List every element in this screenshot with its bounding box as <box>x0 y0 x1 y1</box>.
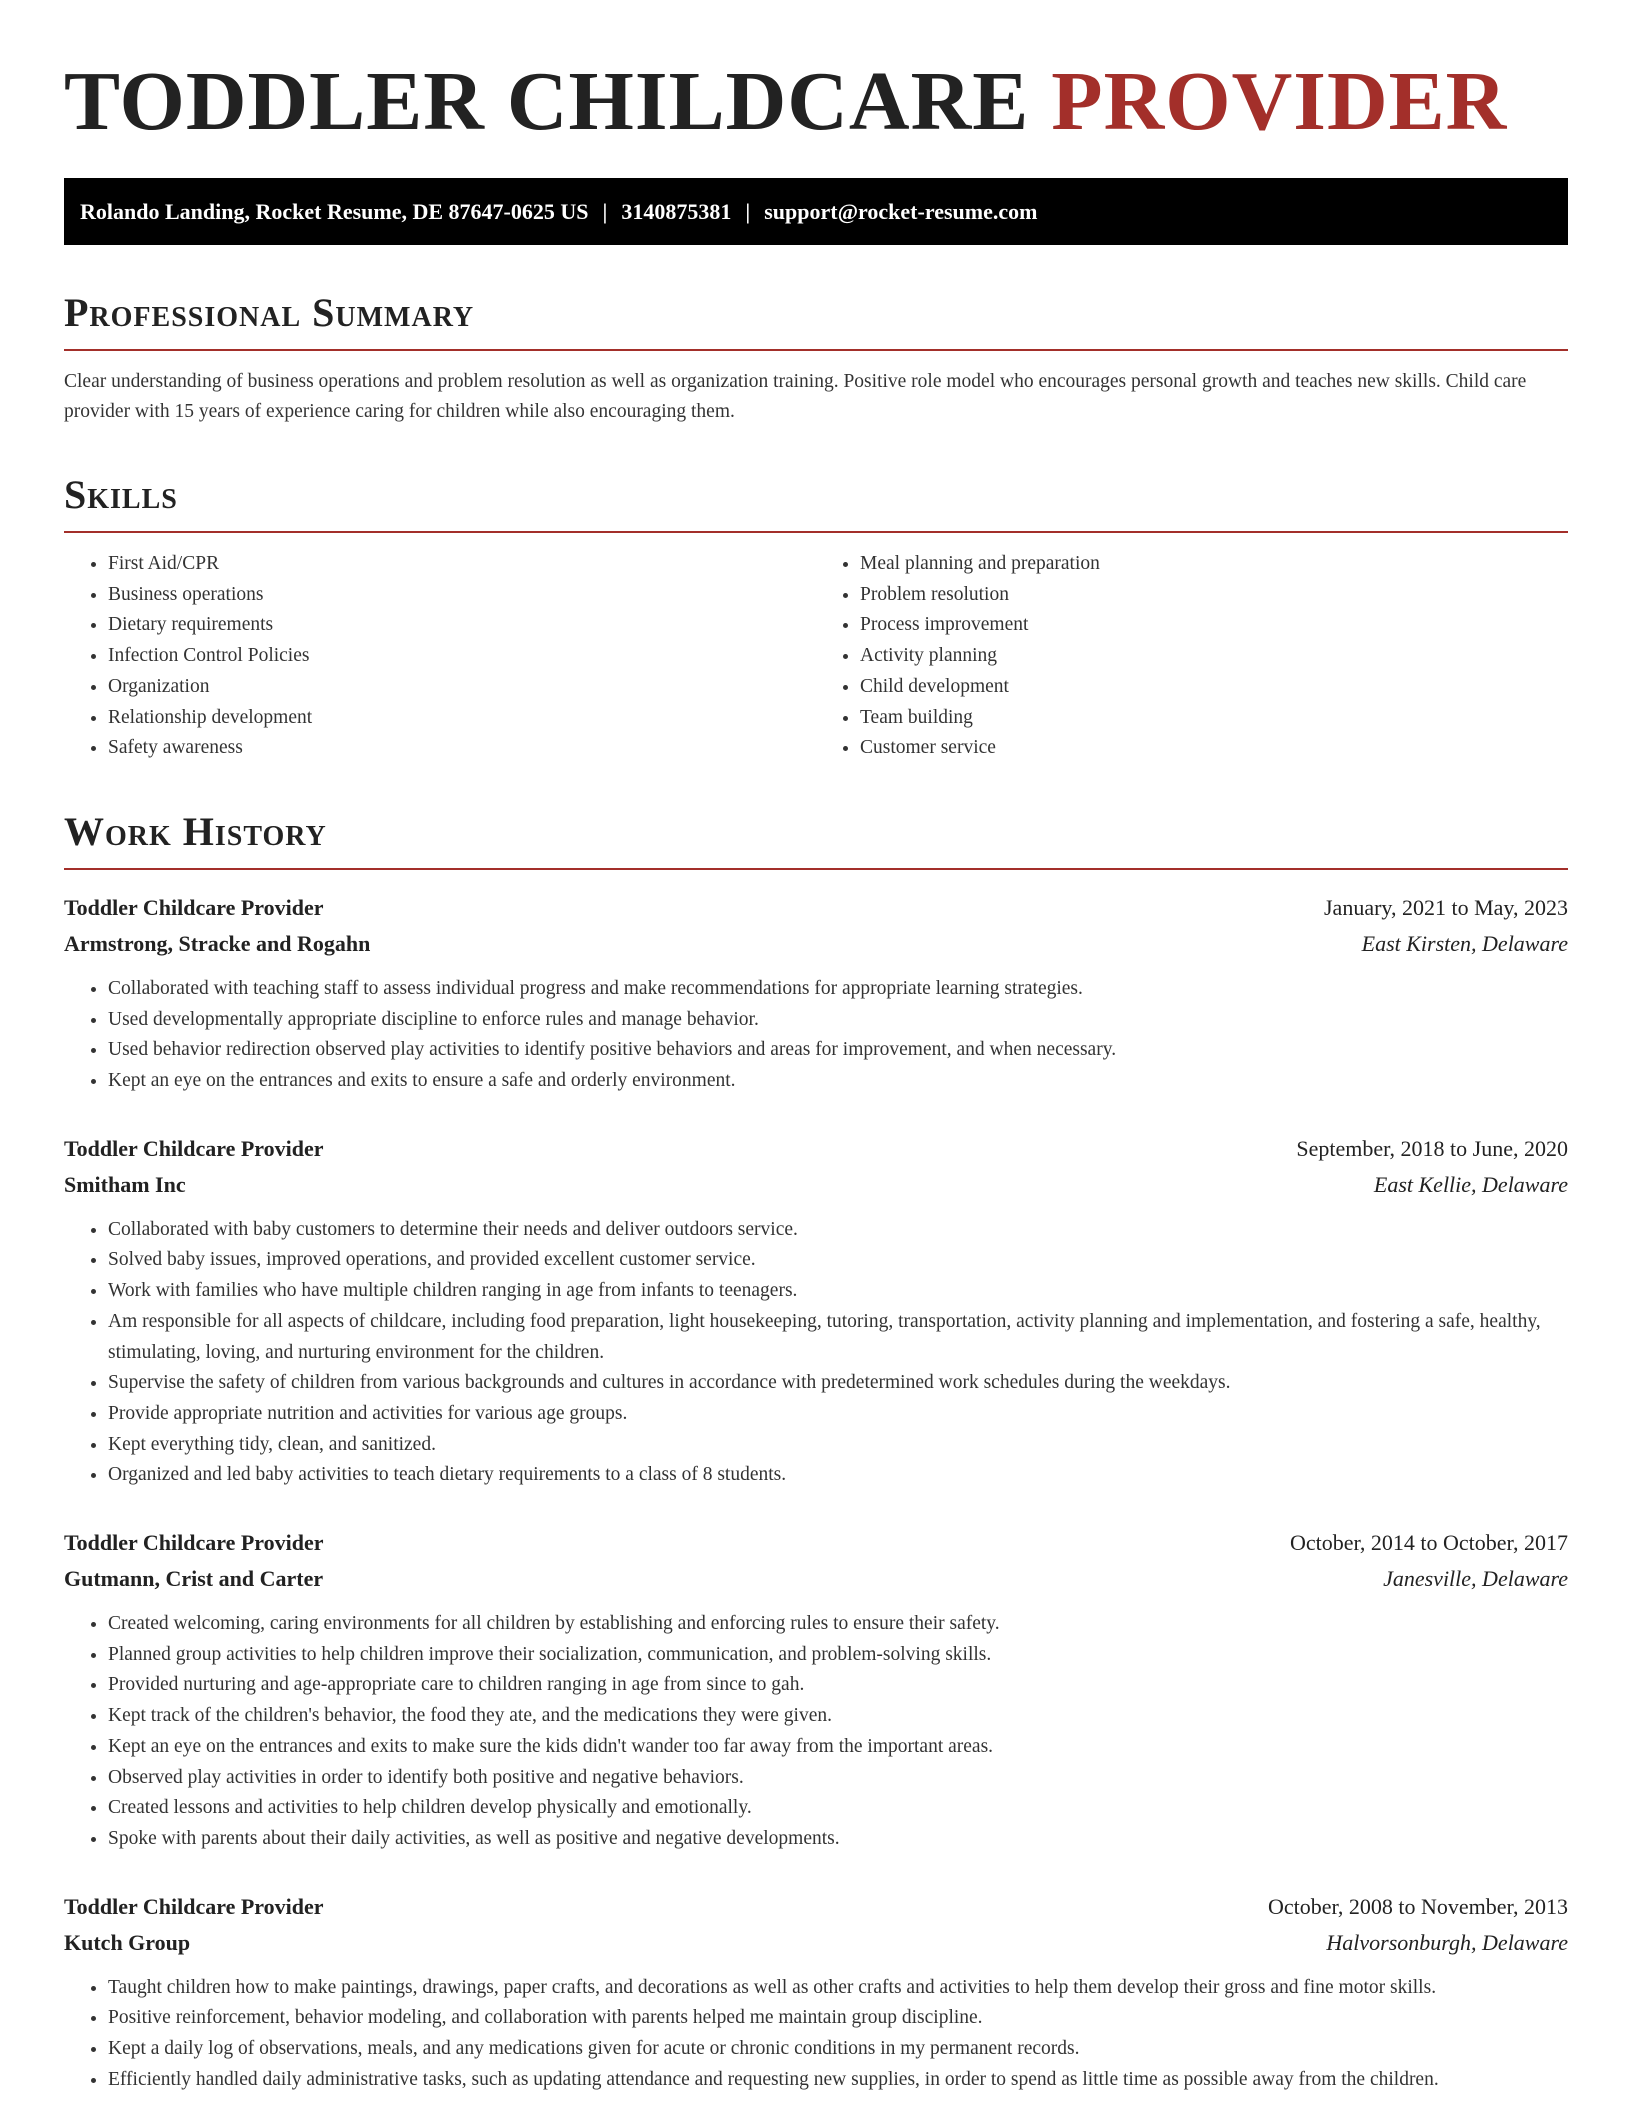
job-bullet: • Created lessons and activities to help children develop physically and emotionally. <box>108 1793 1568 1824</box>
job-bullet: • Observed play activities in order to identify both positive and negative behaviors. <box>108 1763 1568 1794</box>
job-company-row <box>64 1167 1568 1203</box>
job-entry <box>64 1889 1568 2096</box>
skill-item: • Meal planning and preparation <box>860 549 1568 580</box>
skill-item: • Dietary requirements <box>108 610 816 641</box>
skill-item: • Safety awareness <box>108 733 816 764</box>
skill-item: • Relationship development <box>108 703 816 734</box>
job-bullet: • Kept track of the children's behavior, the food they ate, and the medications they were given. <box>108 1701 1568 1732</box>
name-part-2: PROVIDER <box>1051 55 1508 148</box>
skill-item: • Problem resolution <box>860 580 1568 611</box>
job-bullet: • Kept everything tidy, clean, and sanitized. <box>108 1430 1568 1461</box>
job-header-row <box>64 890 1568 926</box>
work-history-heading: Work History <box>64 808 327 854</box>
skill-item: • Process improvement <box>860 610 1568 641</box>
job-dates: October, 2014 to October, 2017 <box>1289 1530 1568 1556</box>
job-bullet: • Organized and led baby activities to teach dietary requirements to a class of 8 students. <box>108 1460 1568 1491</box>
job-entry <box>64 1525 1568 1855</box>
job-header-row <box>64 1131 1568 1167</box>
contact-address: Rolando Landing, Rocket Resume, DE 87647-0625 US <box>80 198 589 224</box>
job-title: Toddler Childcare Provider <box>64 1893 324 1919</box>
job-bullet: • Provided nurturing and age-appropriate care to children ranging in age from since to gah. <box>108 1670 1568 1701</box>
job-dates: January, 2021 to May, 2023 <box>1324 894 1568 920</box>
skill-item: • Business operations <box>108 580 816 611</box>
skill-item: • Child development <box>860 672 1568 703</box>
job-bullet: • Used behavior redirection observed play activities to identify positive behaviors and areas for improvement, and when necessary. <box>108 1035 1568 1066</box>
skills-right-list <box>816 549 1568 764</box>
job-company: Smitham Inc <box>64 1171 186 1197</box>
skills-columns <box>64 549 1568 764</box>
job-bullet: • Created welcoming, caring environments for all children by establishing and enforcing rules to ensure their safety. <box>108 1609 1568 1640</box>
job-bullet: • Spoke with parents about their daily activities, as well as positive and negative developments. <box>108 1824 1568 1855</box>
summary-section <box>64 289 1568 427</box>
section-divider <box>64 531 1568 533</box>
job-bullet: • Work with families who have multiple children ranging in age from infants to teenagers. <box>108 1276 1568 1307</box>
job-entry <box>64 1131 1568 1491</box>
job-dates: October, 2008 to November, 2013 <box>1267 1893 1568 1919</box>
job-bullet: • Efficiently handled daily administrative tasks, such as updating attendance and requesting new supplies, in order to spend as little time as possible away from the children. <box>108 2065 1568 2096</box>
skills-section <box>64 471 1568 764</box>
job-company: Armstrong, Stracke and Rogahn <box>64 930 371 956</box>
job-location: Janesville, Delaware <box>1383 1566 1568 1592</box>
job-bullet: • Planned group activities to help children improve their socialization, communication, and problem-solving skills. <box>108 1640 1568 1671</box>
skill-item: • Organization <box>108 672 816 703</box>
job-bullets <box>64 1215 1568 1491</box>
job-company: Gutmann, Crist and Carter <box>64 1566 324 1592</box>
job-bullets <box>64 974 1568 1097</box>
job-company-row <box>64 1561 1568 1597</box>
summary-heading: Professional Summary <box>64 290 475 335</box>
name-part-1: TODDLER CHILDCARE <box>64 55 1030 148</box>
job-bullet: • Provide appropriate nutrition and activities for various age groups. <box>108 1399 1568 1430</box>
job-company-row <box>64 926 1568 962</box>
job-bullet: • Taught children how to make paintings, drawings, paper crafts, and decorations as well as other crafts and activities to help them develop their gross and fine motor skills. <box>108 1973 1568 2004</box>
job-location: East Kirsten, Delaware <box>1361 930 1568 956</box>
contact-separator: | <box>745 198 751 224</box>
section-divider <box>64 349 1568 351</box>
skill-item: • Team building <box>860 703 1568 734</box>
job-bullets <box>64 1973 1568 2096</box>
contact-bar <box>64 178 1568 245</box>
job-bullet: • Collaborated with teaching staff to assess individual progress and make recommendations for appropriate learning strategies. <box>108 974 1568 1005</box>
job-entry <box>64 890 1568 1097</box>
job-bullet: • Collaborated with baby customers to determine their needs and deliver outdoors service. <box>108 1215 1568 1246</box>
section-divider <box>64 868 1568 870</box>
job-bullet: • Positive reinforcement, behavior modeling, and collaboration with parents helped me maintain group discipline. <box>108 2003 1568 2034</box>
skills-left-list <box>64 549 816 764</box>
skills-heading: Skills <box>64 472 178 517</box>
work-history-section <box>64 808 1568 2096</box>
job-company-row <box>64 1925 1568 1961</box>
job-dates: September, 2018 to June, 2020 <box>1296 1135 1568 1161</box>
contact-email[interactable]: support@rocket-resume.com <box>764 198 1038 224</box>
job-company: Kutch Group <box>64 1929 191 1955</box>
skill-item: • Customer service <box>860 733 1568 764</box>
summary-text: Clear understanding of business operations and problem resolution as well as organization training. Positive role model who encourages personal growth and teaches new skills. Child care provider with 15 years of experience caring for children while also encouraging them. <box>64 371 1527 422</box>
job-bullet: • Used developmentally appropriate discipline to enforce rules and manage behavior. <box>108 1005 1568 1036</box>
contact-phone: 3140875381 <box>621 198 732 224</box>
job-bullet: • Kept a daily log of observations, meals, and any medications given for acute or chronic conditions in my permanent records. <box>108 2034 1568 2065</box>
skill-item: • First Aid/CPR <box>108 549 816 580</box>
skill-item: • Infection Control Policies <box>108 641 816 672</box>
skill-item: • Activity planning <box>860 641 1568 672</box>
resume-name <box>64 56 1568 148</box>
job-bullet: • Supervise the safety of children from various backgrounds and cultures in accordance with predetermined work schedules during the weekdays. <box>108 1368 1568 1399</box>
job-bullet: • Solved baby issues, improved operations, and provided excellent customer service. <box>108 1245 1568 1276</box>
job-bullets <box>64 1609 1568 1855</box>
job-location: Halvorsonburgh, Delaware <box>1326 1929 1568 1955</box>
job-title: Toddler Childcare Provider <box>64 1530 324 1556</box>
job-bullet: • Am responsible for all aspects of childcare, including food preparation, light housekeeping, tutoring, transportation, activity planning and implementation, and fostering a safe, healthy, stimulating, loving, and nurturing environment for the children. <box>108 1307 1568 1368</box>
job-header-row <box>64 1525 1568 1561</box>
contact-separator: | <box>602 198 608 224</box>
job-title: Toddler Childcare Provider <box>64 1135 324 1161</box>
job-location: East Kellie, Delaware <box>1373 1171 1568 1197</box>
job-bullet: • Kept an eye on the entrances and exits to ensure a safe and orderly environment. <box>108 1066 1568 1097</box>
job-title: Toddler Childcare Provider <box>64 894 324 920</box>
job-bullet: • Kept an eye on the entrances and exits to make sure the kids didn't wander too far away from the important areas. <box>108 1732 1568 1763</box>
job-header-row <box>64 1889 1568 1925</box>
